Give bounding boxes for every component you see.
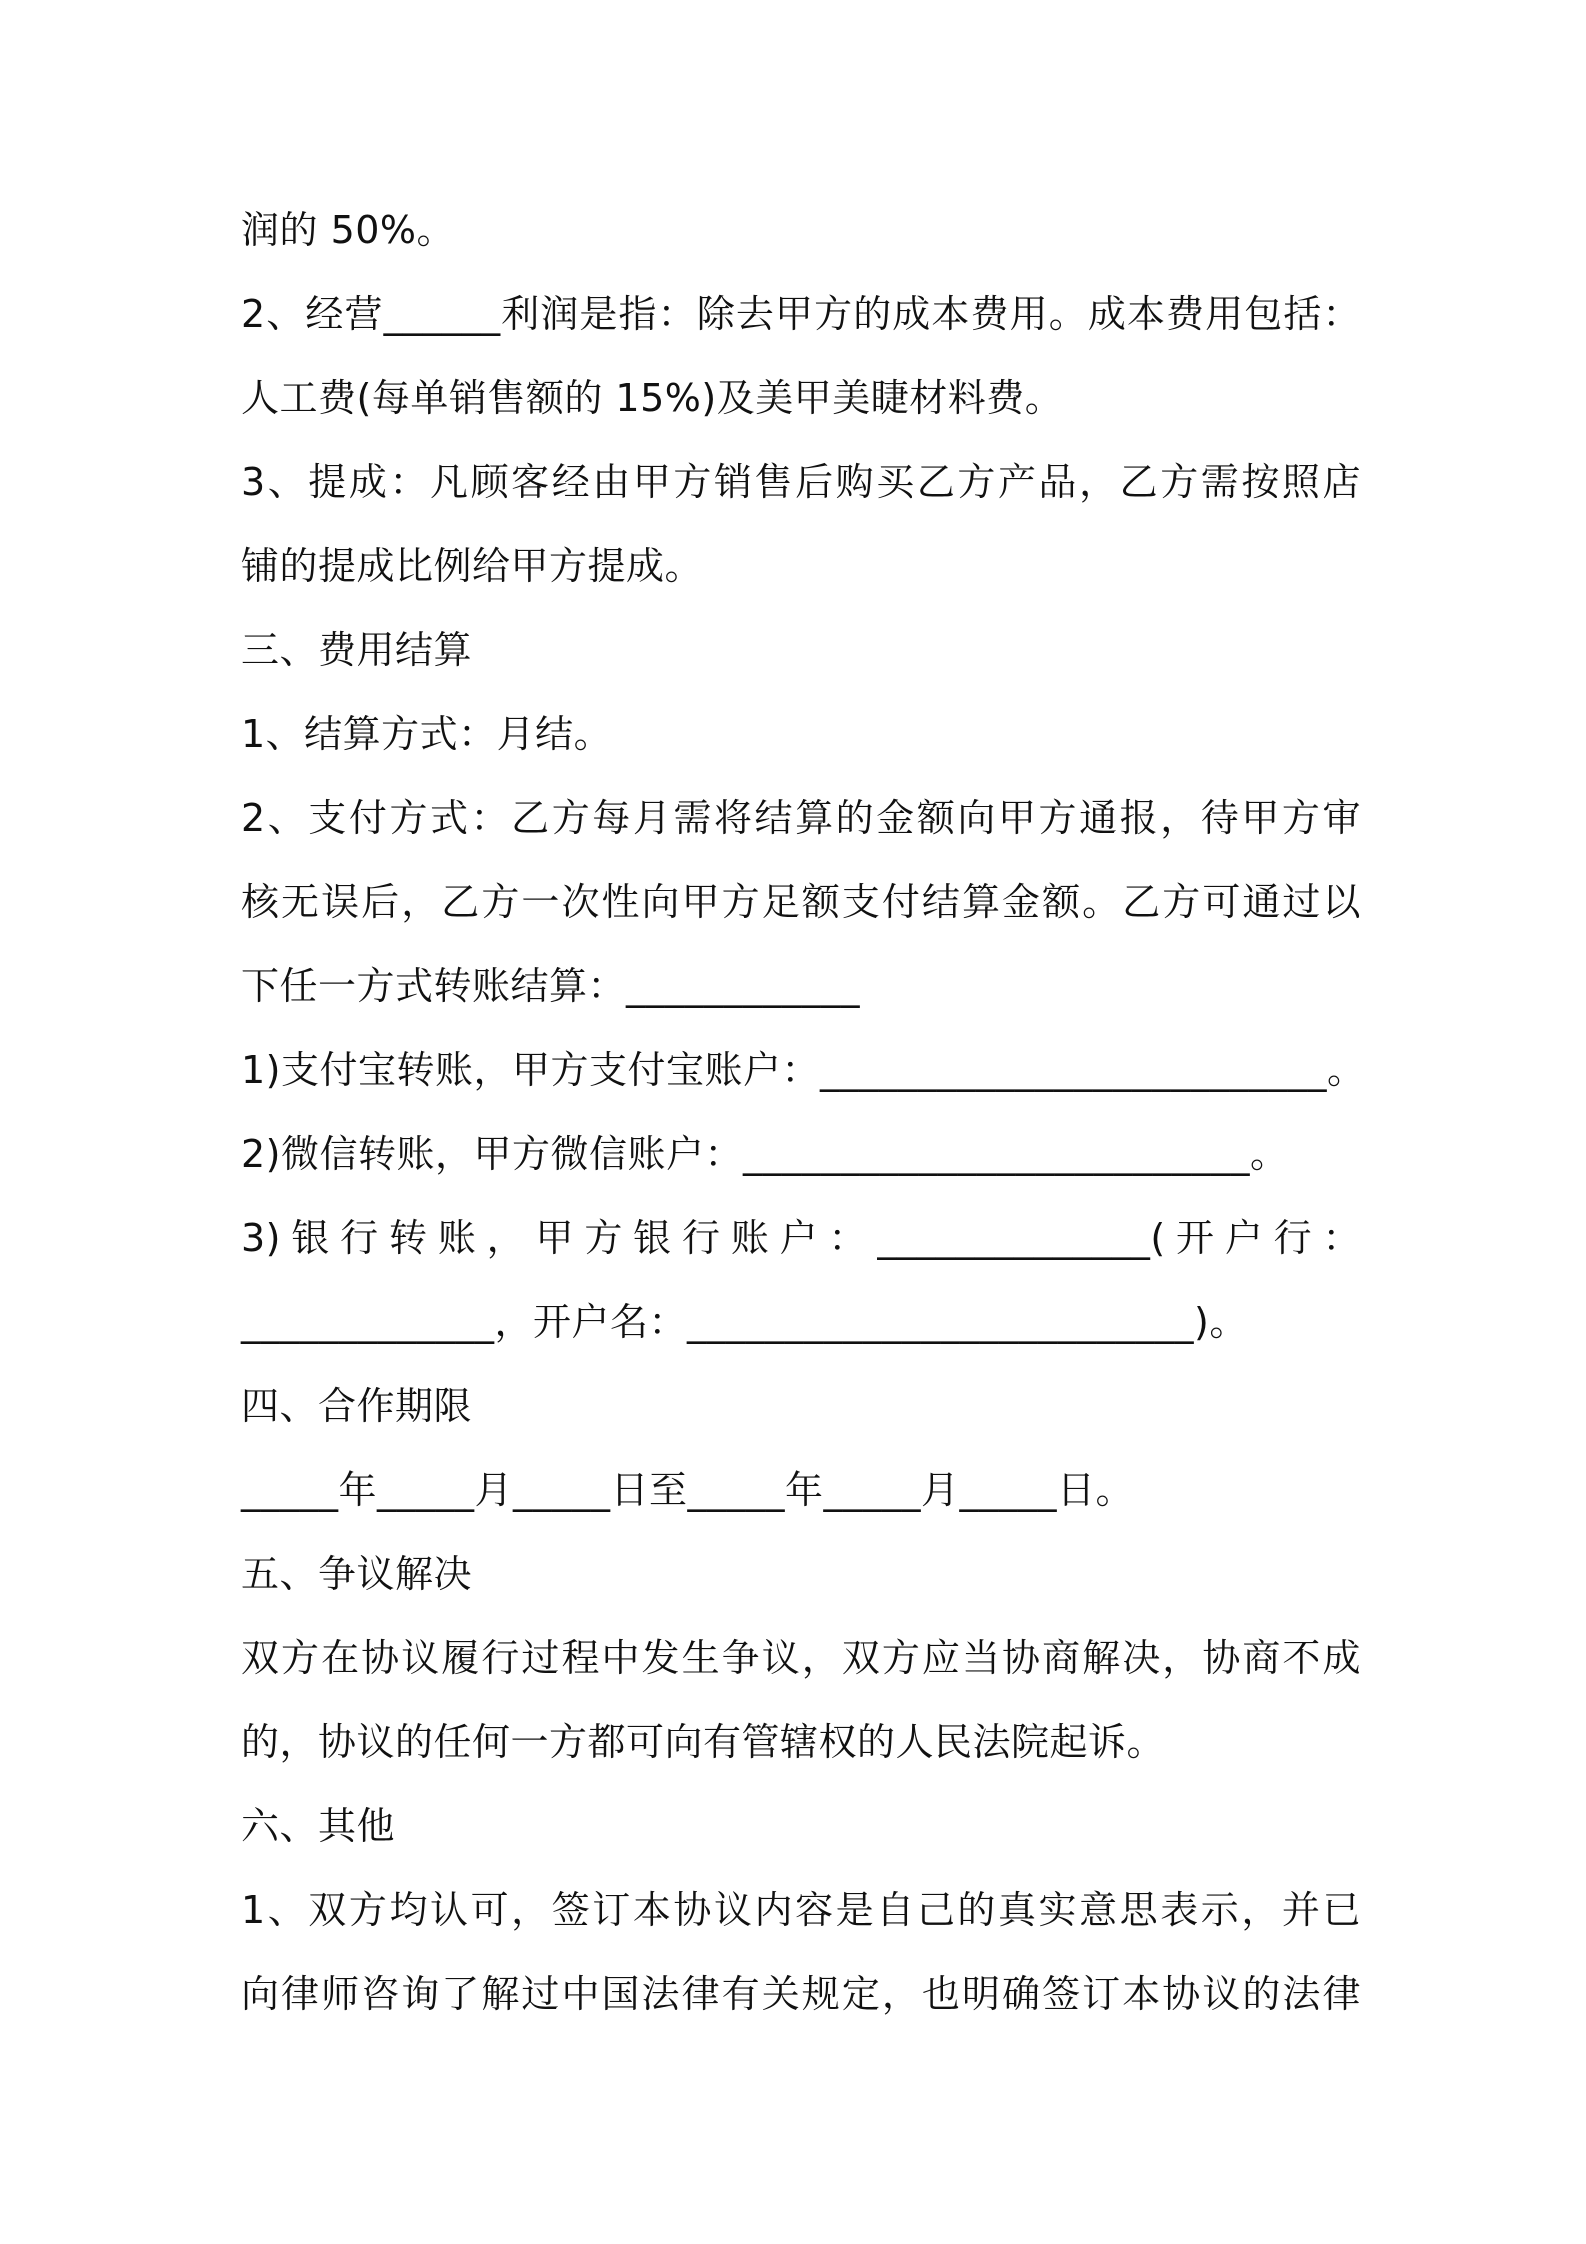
section-heading: 三、费用结算: [241, 628, 473, 672]
text-line: 3、提成：凡顾客经由甲方销售后购买乙方产品，乙方需按照店: [241, 460, 1361, 504]
text-line: 下任一方式转账结算：____________: [241, 964, 861, 1008]
section-heading: 五、争议解决: [241, 1552, 473, 1596]
text-line: 1、双方均认可，签订本协议内容是自己的真实意思表示，并已: [241, 1888, 1361, 1932]
text-line: 2、经营______利润是指：除去甲方的成本费用。成本费用包括：: [241, 292, 1361, 336]
text-line: 双方在协议履行过程中发生争议，双方应当协商解决，协商不成: [241, 1636, 1361, 1680]
text-line: 核无误后，乙方一次性向甲方足额支付结算金额。乙方可通过以: [241, 880, 1361, 924]
section-heading: 四、合作期限: [241, 1384, 473, 1428]
text-line: _____年_____月_____日至_____年_____月_____日。: [241, 1468, 1135, 1512]
text-line: 1、结算方式：月结。: [241, 712, 613, 756]
text-line: 铺的提成比例给甲方提成。: [241, 544, 704, 588]
text-line: 3)银行转账，甲方银行账户：______________(开户行：: [241, 1216, 1361, 1260]
text-line: _____________，开户名：__________________________)。: [241, 1300, 1248, 1344]
text-line: 的，协议的任何一方都可向有管辖权的人民法院起诉。: [241, 1720, 1166, 1764]
text-line: 2、支付方式：乙方每月需将结算的金额向甲方通报，待甲方审: [241, 796, 1361, 840]
section-heading: 六、其他: [241, 1804, 396, 1848]
text-line: 润的 50%。: [241, 208, 456, 252]
text-line: 人工费(每单销售额的 15%)及美甲美睫材料费。: [241, 376, 1064, 420]
text-line: 向律师咨询了解过中国法律有关规定，也明确签订本协议的法律: [241, 1972, 1361, 2016]
text-line: 2)微信转账，甲方微信账户：__________________________。: [241, 1132, 1289, 1176]
document-body: [241, 198, 1366, 2046]
text-line: 1)支付宝转账，甲方支付宝账户：__________________________。: [241, 1048, 1366, 1092]
